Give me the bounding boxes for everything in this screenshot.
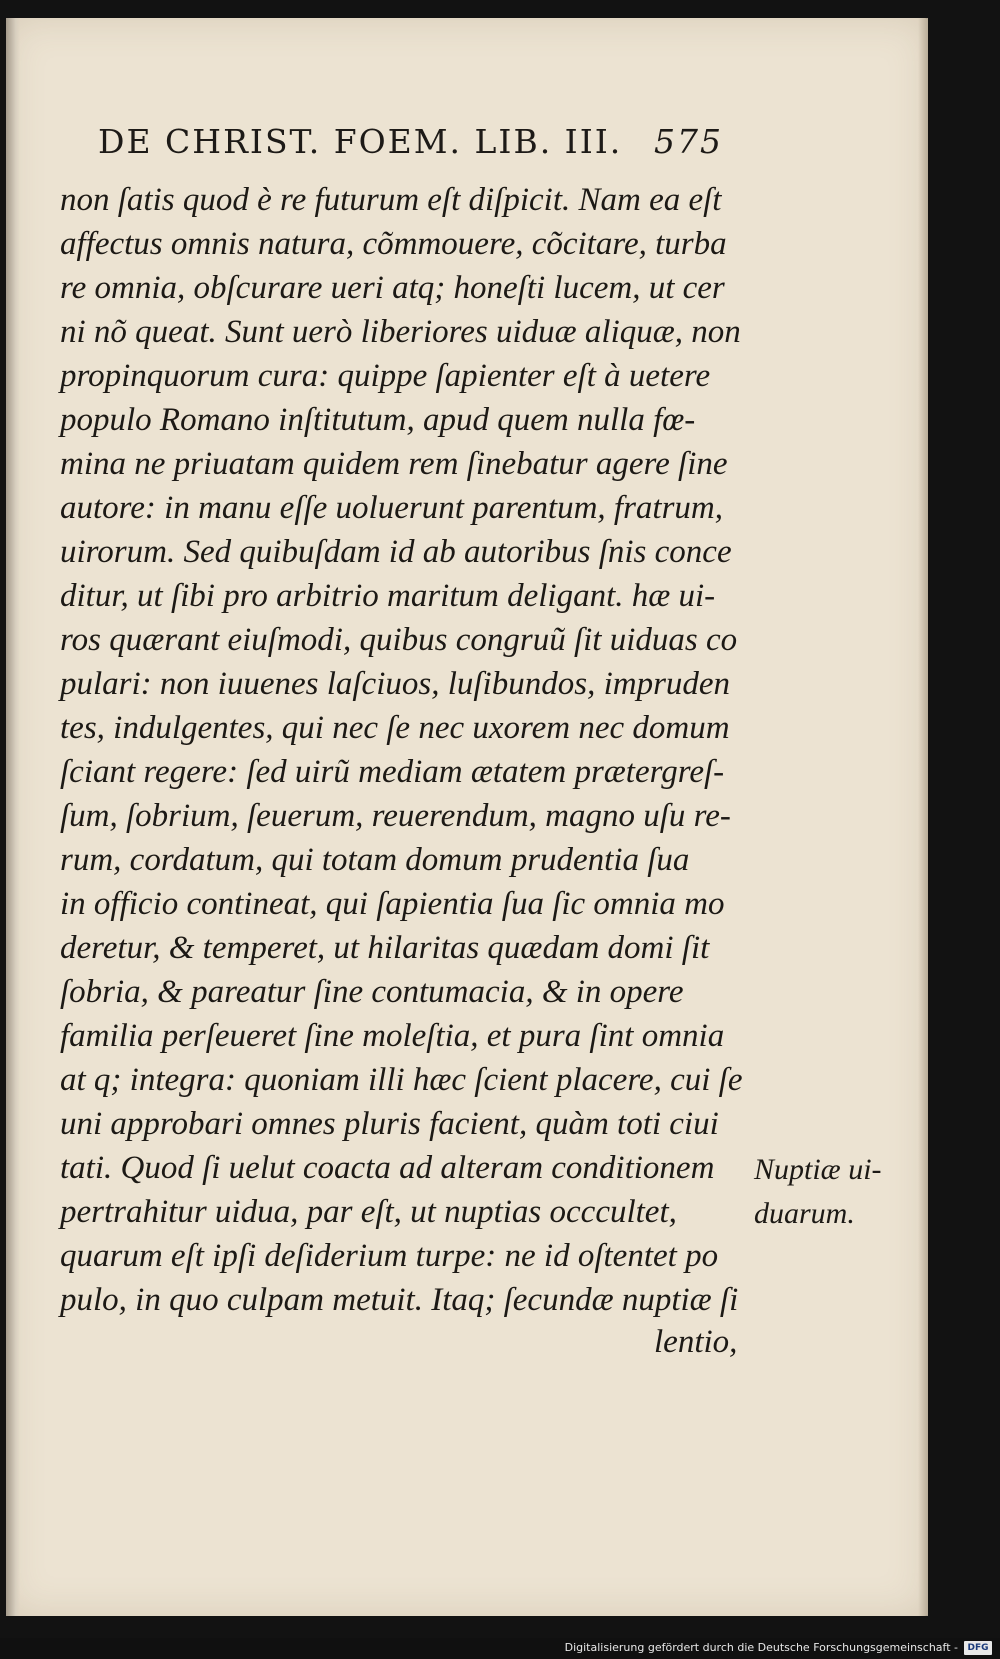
text-line: ros quærant eiuſmodi, quibus congruũ ſit uiduas co [60,622,738,658]
catchword: lentio, [654,1324,738,1360]
text-line: re omnia, obſcurare ueri atq; honeſti lucem, ut cer [60,270,725,306]
text-line: uni approbari omnes pluris facient, quàm toti ciui [60,1106,719,1142]
text-line: mina ne priuatam quidem rem ſinebatur agere ſine [60,446,728,482]
text-line: propinquorum cura: quippe ſapienter eſt à uetere [60,358,711,394]
marginal-note [754,1148,914,1236]
digitization-footer [0,1638,1000,1659]
marginal-note-line: Nuptiæ ui- [754,1153,882,1186]
text-line: ſobria, & pareatur ſine contumacia, & in opere [60,974,684,1010]
page-number: 575 [654,122,723,161]
text-line: ni nõ queat. Sunt uerò liberiores uiduæ aliquæ, non [60,314,741,350]
text-line: tati. Quod ſi uelut coacta ad alteram conditionem [60,1150,715,1186]
footer-credit: Digitalisierung gefördert durch die Deutsche Forschungsgemeinschaft - [564,1641,958,1654]
dfg-logo: DFG [964,1641,992,1655]
text-line: rum, cordatum, qui totam domum prudentia ſua [60,842,690,878]
text-line: quarum eſt ipſi deſiderium turpe: ne id oſtentet po [60,1238,719,1274]
text-line: pertrahitur uidua, par eſt, ut nuptias occcultet, [60,1194,677,1230]
text-line: pulo, in quo culpam metuit. Itaq; ſecundæ nuptiæ ſi [60,1282,739,1318]
text-line: pulari: non iuuenes laſciuos, luſibundos, impruden [60,666,731,702]
running-head-title: DE CHRIST. FOEM. LIB. III. [98,122,623,161]
text-line: at q; integra: quoniam illi hæc ſcient placere, cui ſe [60,1062,743,1098]
text-line: non ſatis quod è re futurum eſt diſpicit. Nam ea eſt [60,182,722,218]
page-gutter-shadow [6,18,20,1616]
text-line: familia perſeueret ſine moleſtia, et pura ſint omnia [60,1018,725,1054]
text-line: affectus omnis natura, cõmmouere, cõcitare, turba [60,226,727,262]
text-line: ſum, ſobrium, ſeuerum, reuerendum, magno uſu re- [60,798,731,834]
text-line: uirorum. Sed quibuſdam id ab autoribus ſnis conce [60,534,732,570]
text-line: ditur, ut ſibi pro arbitrio maritum deligant. hæ ui- [60,578,716,614]
text-line: autore: in manu eſſe uoluerunt parentum, fratrum, [60,490,723,526]
text-line: deretur, & temperet, ut hilaritas quædam domi ſit [60,930,710,966]
text-line: populo Romano inſtitutum, apud quem nulla fœ- [60,402,696,438]
marginal-note-line: duarum. [754,1197,855,1230]
book-page [6,18,928,1616]
body-text [60,178,780,1322]
text-line: in officio contineat, qui ſapientia ſua ſic omnia mo [60,886,725,922]
running-head [98,122,723,164]
text-line: tes, indulgentes, qui nec ſe nec uxorem nec domum [60,710,730,746]
page-fore-edge-shadow [918,18,928,1616]
text-line: ſciant regere: ſed uirũ mediam ætatem prætergreſ- [60,754,725,790]
